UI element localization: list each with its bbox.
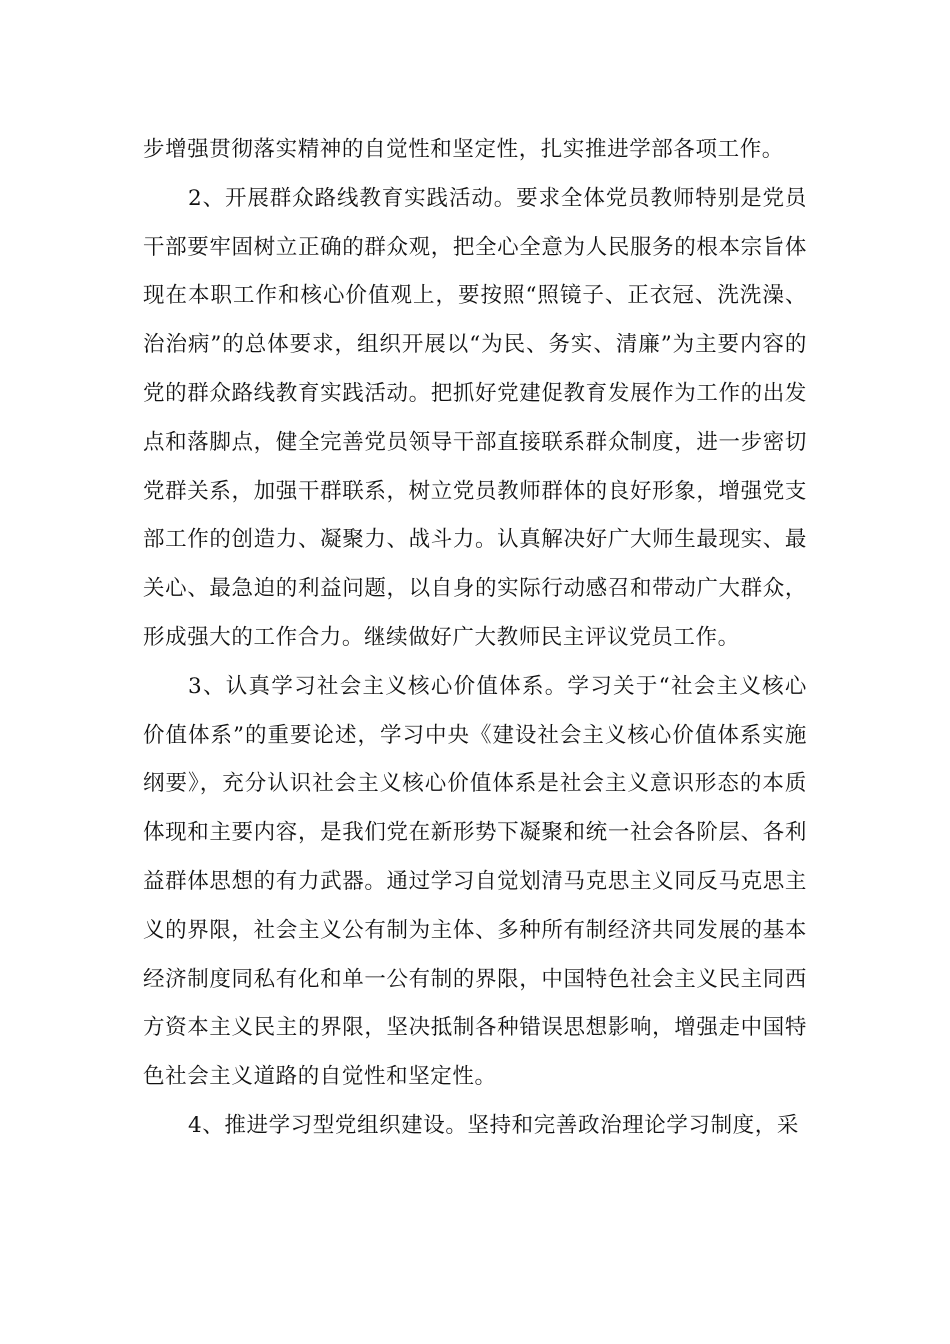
paragraph-item-2: 2、开展群众路线教育实践活动。要求全体党员教师特别是党员干部要牢固树立正确的群众观，把全心全意为人民服务的根本宗旨体现在本职工作和核心价值观上，要按照“照镜子、正衣冠、洗洗澡、治治病”的总体要求，组织开展以“为民、务实、清廉”为主要内容的党的群众路线教育实践活动。把抓好党建促教育发展作为工作的出发点和落脚点，健全完善党员领导干部直接联系群众制度，进一步密切党群关系，加强干群联系，树立党员教师群体的良好形象，增强党支部工作的创造力、凝聚力、战斗力。认真解决好广大师生最现实、最关心、最急迫的利益问题，以自身的实际行动感召和带动广大群众，形成强大的工作合力。继续做好广大教师民主评议党员工作。 [143, 185, 807, 650]
paragraph-item-4: 4、推进学习型党组织建设。坚持和完善政治理论学习制度，采 [188, 1112, 799, 1138]
paragraph-item-3: 3、认真学习社会主义核心价值体系。学习关于“社会主义核心价值体系”的重要论述，学习中央《建设社会主义核心价值体系实施纲要》，充分认识社会主义核心价值体系是社会主义意识形态的本质体现和主要内容，是我们党在新形势下凝聚和统一社会各阶层、各利益群体思想的有力武器。通过学习自觉划清马克思主义同反马克思主义的界限，社会主义公有制为主体、多种所有制经济共同发展的基本经济制度同私有化和单一公有制的界限，中国特色社会主义民主同西方资本主义民主的界限，坚决抵制各种错误思想影响，增强走中国特色社会主义道路的自觉性和坚定性。 [143, 673, 807, 1090]
document-body [143, 126, 807, 1151]
paragraph-continuation: 步增强贯彻落实精神的自觉性和坚定性，扎实推进学部各项工作。 [143, 137, 784, 162]
